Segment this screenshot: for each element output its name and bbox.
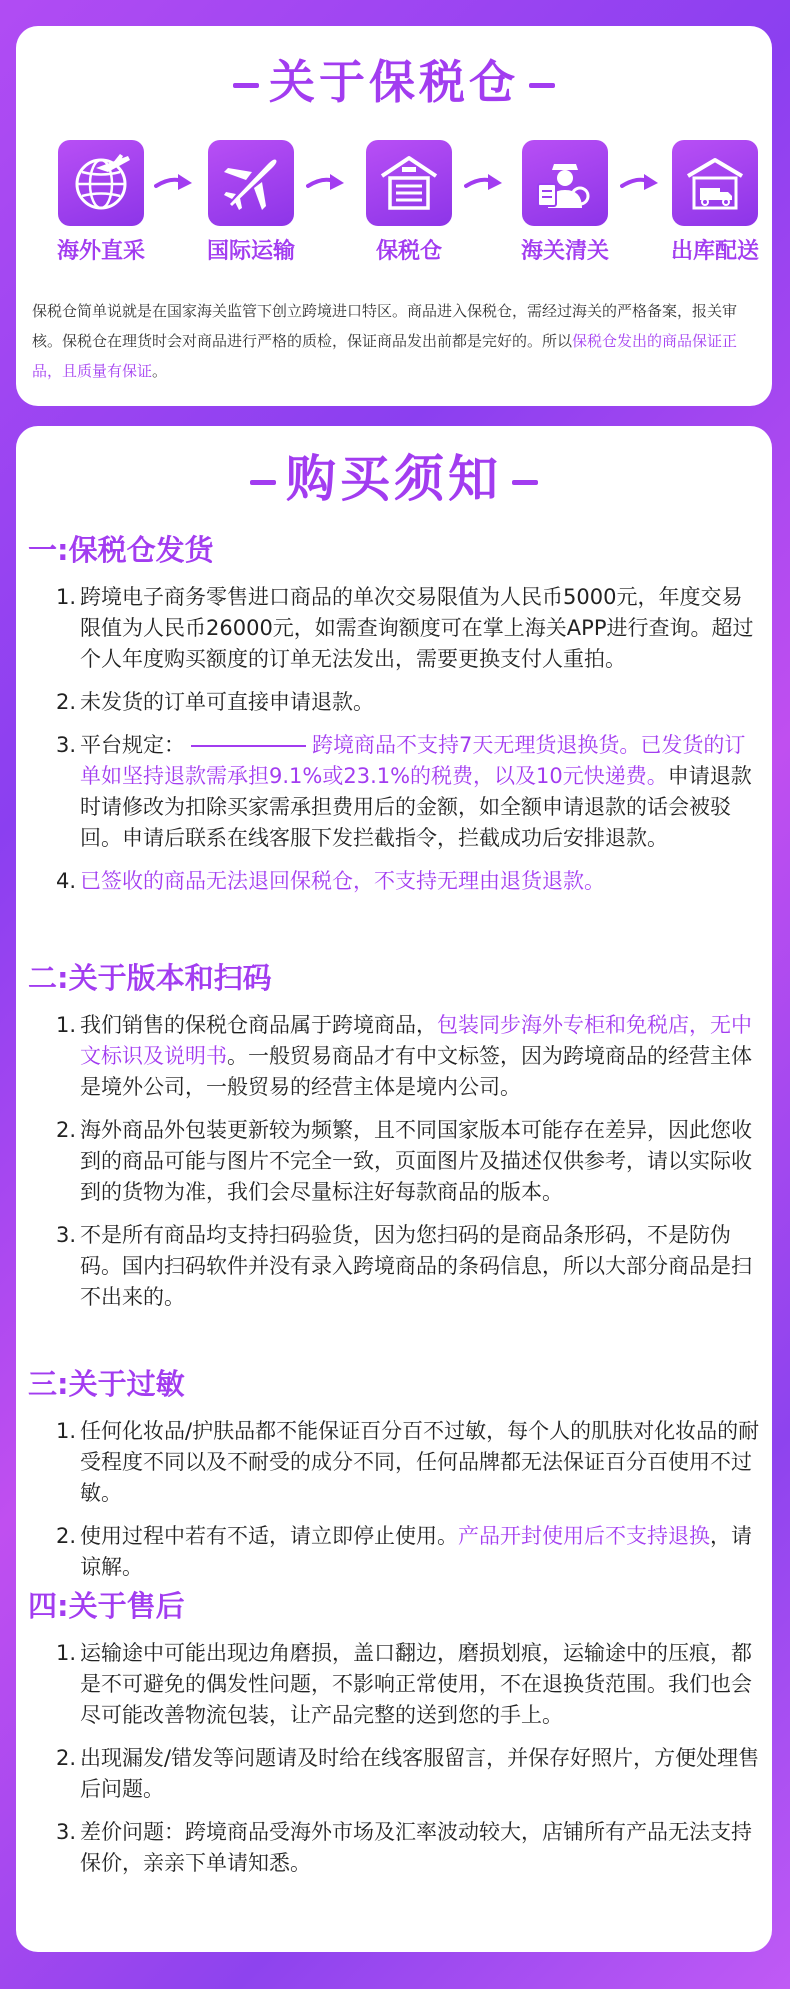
process-flow [16,140,772,270]
section-title: 四:关于售后 [28,1589,185,1623]
list-item: 1. 我们销售的保税仓商品属于跨境商品，包装同步海外专柜和免税店，无中文标识及说明书。一般贸易商品才有中文标签，因为跨境商品的经营主体是境外公司，一般贸易的经营主体是境内公司。 [56,1013,752,1099]
divider-line [191,745,306,747]
section-list [28,582,768,897]
list-item: 3. 不是所有商品均支持扫码验货，因为您扫码的是商品条形码，不是防伪码。国内扫码软件并没有录入跨境商品的条码信息，所以大部分商品是扫不出来的。 [56,1223,752,1309]
step-customs-clearance: 海关清关 [500,140,630,266]
section-title: 二:关于版本和扫码 [28,961,272,995]
section-list [28,1416,768,1583]
section-version-scan [28,958,768,1325]
list-item: 1. 跨境电子商务零售进口商品的单次交易限值为人民币5000元，年度交易限值为人民币26000元，如需查询额度可在掌上海关APP进行查询。超过个人年度购买额度的订单无法发出，需要更换支付人重拍。 [56,585,754,671]
about-title: 关于保税仓 [16,52,772,112]
about-card [16,26,772,406]
notice-card [16,426,772,1952]
section-title: 一:保税仓发货 [28,533,214,567]
arrow-right-icon [464,170,504,196]
step-international-shipping: 国际运输 [186,140,316,266]
warehouse-icon [366,140,452,226]
list-item: 1. 运输途中可能出现边角磨损，盖口翻边，磨损划痕，运输途中的压痕，都是不可避免的偶发性问题，不影响正常使用，不在退换货范围。我们也会尽可能改善物流包装，让产品完整的送到您的手上。 [56,1641,752,1727]
step-overseas-purchase: 海外直采 [36,140,166,266]
title-dash-right [512,480,538,485]
list-item: 3. 平台规定： 跨境商品不支持7天无理货退换货。已发货的订单如坚持退款需承担9.1%或23.1%的税费，以及10元快递费。申请退款时请修改为扣除买家需承担费用后的金额，如全额申请退款的话会被驳回。申请后联系在线客服下发拦截指令，拦截成功后安排退款。 [56,733,752,850]
step-bonded-warehouse: 保税仓 [344,140,474,266]
list-item: 3. 差价问题：跨境商品受海外市场及汇率波动较大，店铺所有产品无法支持保价，亲亲下单请知悉。 [56,1820,752,1875]
list-item: 2. 海外商品外包装更新较为频繁，且不同国家版本可能存在差异，因此您收到的商品可能与图片不完全一致，页面图片及描述仅供参考，请以实际收到的货物为准，我们会尽量标注好每款商品的版本。 [56,1118,752,1204]
notice-title: 购买须知 [16,446,772,512]
customs-officer-icon [522,140,608,226]
section-list [28,1638,768,1879]
list-item: 2. 未发货的订单可直接申请退款。 [56,690,374,714]
globe-plane-icon [58,140,144,226]
list-item: 2. 使用过程中若有不适，请立即停止使用。产品开封使用后不支持退换，请谅解。 [56,1524,752,1579]
list-item: 2. 出现漏发/错发等问题请及时给在线客服留言，并保存好照片，方便处理售后问题。 [56,1746,760,1801]
step-outbound-delivery: 出库配送 [650,140,780,266]
airplane-icon [208,140,294,226]
section-after-sales [28,1586,768,1891]
section-allergy [28,1364,768,1595]
about-intro: 保税仓简单说就是在国家海关监管下创立跨境进口特区。商品进入保税仓，需经过海关的严格备案，报关审核。保税仓在理货时会对商品进行严格的质检，保证商品发出前都是完好的。所以保税仓发出的商品保证正品，且质量有保证。 [32,302,738,380]
arrow-right-icon [306,170,346,196]
title-dash-right [529,83,555,88]
delivery-truck-icon [672,140,758,226]
section-title: 三:关于过敏 [28,1367,185,1401]
title-dash-left [233,83,259,88]
title-dash-left [250,480,276,485]
list-item: 4. 已签收的商品无法退回保税仓，不支持无理由退货退款。 [56,869,605,893]
list-item: 1. 任何化妆品/护肤品都不能保证百分百不过敏，每个人的肌肤对化妆品的耐受程度不同以及不耐受的成分不同，任何品牌都无法保证百分百使用不过敏。 [56,1419,760,1505]
section-list [28,1010,768,1313]
section-bonded-shipping [28,530,768,909]
